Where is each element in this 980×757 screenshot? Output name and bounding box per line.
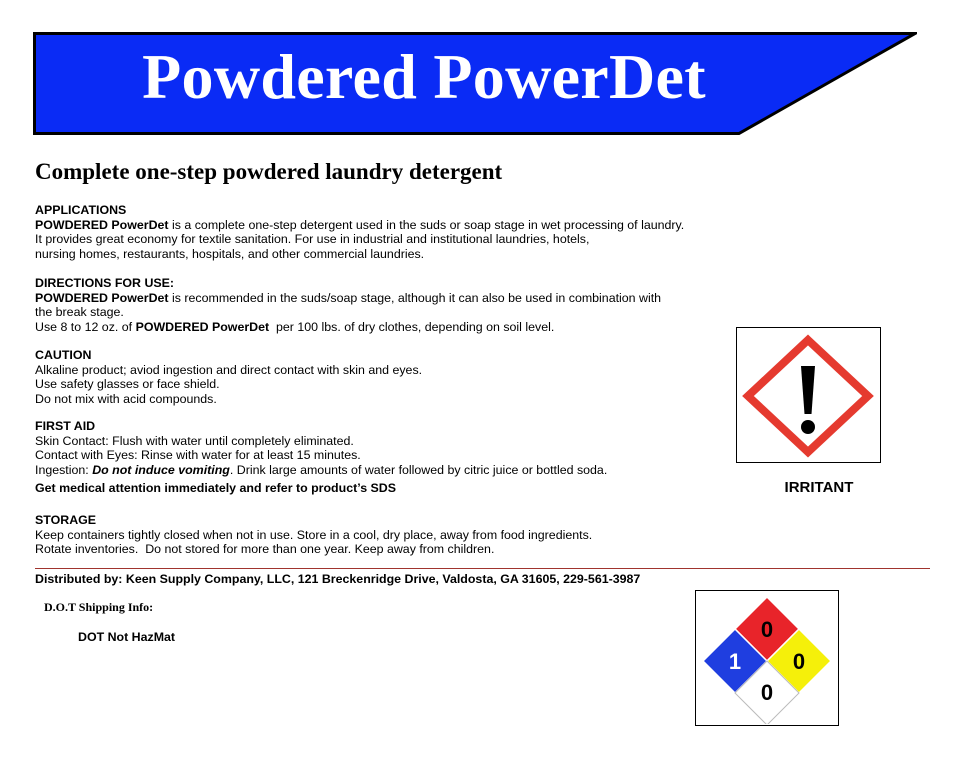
nfpa-special: 0 — [760, 680, 774, 705]
first-aid-ingestion: Ingestion: Do not induce vomiting. Drink large amounts of water followed by citric juice or bottled soda. — [35, 462, 608, 477]
first-aid-medical: Get medical attention immediately and refer to product’s SDS — [35, 481, 397, 495]
caution-line: Alkaline product; aviod ingestion and direct contact with skin and eyes. — [35, 362, 423, 377]
storage-line: Rotate inventories. Do not stored for more than one year. Keep away from children. — [35, 542, 495, 556]
directions-section — [35, 276, 661, 334]
nfpa-health: 1 — [728, 649, 742, 674]
divider-line — [35, 568, 930, 569]
dot-shipping-value: DOT Not HazMat — [78, 630, 176, 644]
first-aid-skin: Skin Contact: Flush with water until completely eliminated. — [35, 433, 354, 448]
applications-line-2: It provides great economy for textile sanitation. For use in industrial and institutional laundries, hotels, — [35, 232, 590, 246]
caution-line: Do not mix with acid compounds. — [35, 391, 217, 406]
storage-heading: STORAGE — [35, 513, 97, 527]
caution-line: Use safety glasses or face shield. — [35, 377, 220, 391]
first-aid-eyes: Contact with Eyes: Rinse with water for at least 15 minutes. — [35, 448, 361, 462]
nfpa-flammability: 0 — [760, 617, 774, 642]
applications-line-3: nursing homes, restaurants, hospitals, and other commercial laundries. — [35, 246, 425, 261]
nfpa-diamond-icon — [696, 591, 837, 724]
directions-line-1: POWDERED PowerDet is recommended in the suds/soap stage, although it can also be used in combination with — [35, 290, 662, 305]
dot-shipping-heading: D.O.T Shipping Info: — [44, 600, 154, 614]
directions-line-2: the break stage. — [35, 305, 124, 319]
applications-heading: APPLICATIONS — [35, 203, 127, 217]
first-aid-section — [35, 419, 607, 496]
directions-heading: DIRECTIONS FOR USE: — [35, 276, 175, 290]
directions-line-3: Use 8 to 12 oz. of POWDERED PowerDet per 100 lbs. of dry clothes, depending on soil level. — [35, 319, 555, 334]
nfpa-diamond-box — [695, 590, 839, 726]
product-subtitle: Complete one-step powdered laundry detergent — [35, 159, 503, 184]
distributor-info: Distributed by: Keen Supply Company, LLC, 121 Breckenridge Drive, Valdosta, GA 31605, 229-561-3987 — [35, 572, 641, 586]
storage-line: Keep containers tightly closed when not in use. Store in a cool, dry place, away from food ingredients. — [35, 527, 593, 542]
nfpa-instability: 0 — [792, 649, 806, 674]
product-title: Powdered PowerDet — [142, 41, 706, 112]
ghs-pictogram-box — [736, 327, 881, 463]
caution-heading: CAUTION — [35, 348, 92, 362]
caution-section — [35, 348, 422, 406]
applications-line-1: POWDERED PowerDet is a complete one-step detergent used in the suds or soap stage in wet processing of laundry. — [35, 217, 685, 232]
applications-section — [35, 203, 684, 261]
irritant-label: IRRITANT — [784, 479, 854, 496]
first-aid-heading: FIRST AID — [35, 419, 96, 433]
exclamation-mark-pictogram-icon — [737, 328, 879, 461]
storage-section — [35, 513, 592, 557]
